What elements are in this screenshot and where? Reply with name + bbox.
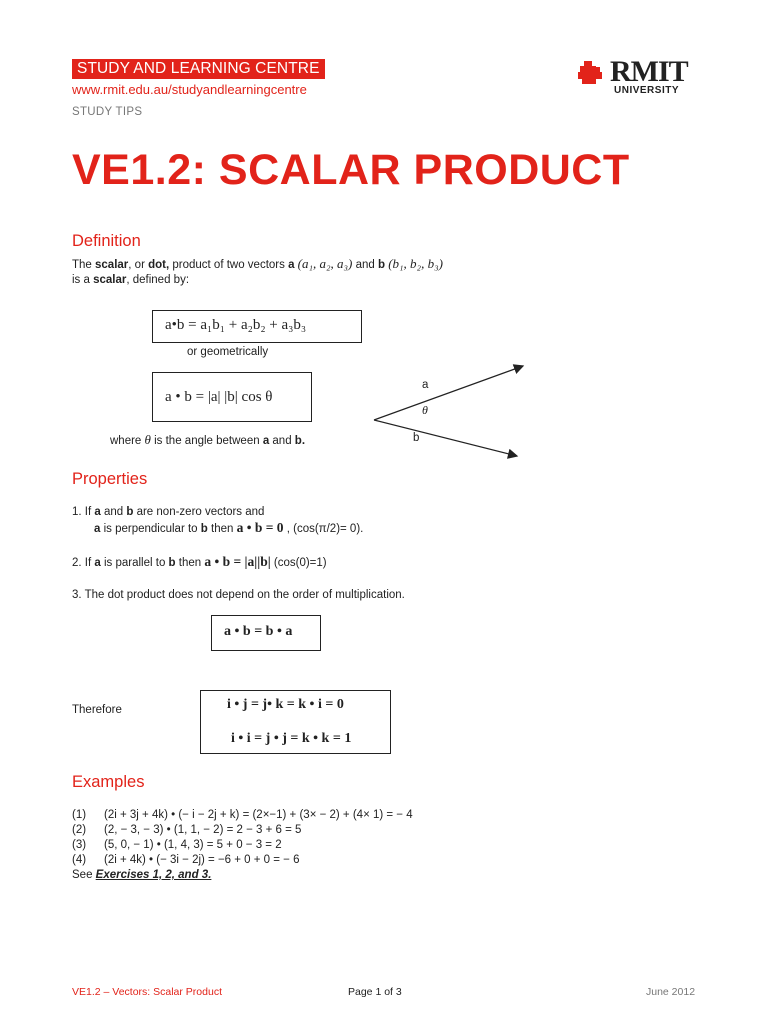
unit-vectors-unit-length: i • i = j • j = k • k = 1 [231,731,352,746]
text-run: then [207,523,237,535]
text-run: (cos(0)=1) [270,557,327,569]
vector-a: a [94,523,101,535]
example-text: (2i + 4k) • (− 3i − 2j) = −6 + 0 + 0 = − 6 [104,854,300,866]
exercises-link[interactable]: Exercises 1, 2, and 3. [95,869,212,881]
text-run: and [100,506,127,518]
text-run: then [175,557,205,569]
vector-b: b [168,557,176,569]
scalar-term: scalar [93,274,127,286]
diagram-label-b: b [413,432,420,444]
formula-geometric: a • b = |a| |b| cos θ [165,389,273,405]
perpendicular-formula: a • b = 0 [236,520,284,535]
example-text: (2i + 3j + 4k) • (− i − 2j + k) = (2×−1) + (3× − 2) + (4× 1) = − 4 [104,809,413,821]
text-run: is a [72,274,94,286]
text-run: , (cos(π/2)= 0). [283,523,364,535]
vector-a: a [94,557,101,569]
property-3: 3. The dot product does not depend on the order of multiplication. [72,589,405,601]
example-number: (1) [72,809,87,821]
examples-list [72,809,413,884]
rmit-pixel-icon [578,61,604,87]
text-run: , defined by: [126,274,190,286]
commutative-formula-box [211,615,321,651]
centre-banner: STUDY AND LEARNING CENTRE [72,59,325,79]
geometric-note: or geometrically [187,346,269,358]
list-item [72,824,413,839]
text-run: is perpendicular to [100,523,201,535]
list-item [72,839,413,854]
dot-term: dot, [148,259,170,271]
centre-url-link[interactable]: www.rmit.edu.au/studyandlearningcentre [72,82,307,97]
text-run: is the angle between [150,435,263,447]
unit-vectors-orthogonal: i • j = j• k = k • i = 0 [227,697,344,712]
property-1-line1 [72,506,264,518]
unit-vectors-box [200,690,391,754]
text-run: The [72,259,96,271]
vector-b: b [126,506,134,518]
see-exercises-line [72,869,413,884]
list-item [72,854,413,869]
text-run: product of two vectors [169,259,289,271]
formula-box-geometric [152,372,312,422]
properties-heading: Properties [72,470,148,488]
study-tips-label: STUDY TIPS [72,106,143,118]
list-item [72,809,413,824]
diagram-label-theta: θ [422,403,428,417]
rmit-logo [578,57,698,99]
example-number: (4) [72,854,87,866]
vector-b: b [200,523,208,535]
text-run: 2. If [72,557,95,569]
page-title: VE1.2: SCALAR PRODUCT [72,146,630,194]
text-run: 1. If [72,506,95,518]
text-run: is parallel to [100,557,169,569]
text-run: See [72,869,96,881]
vector-a: a [288,259,295,271]
vector-a: a [94,506,101,518]
example-text: (5, 0, − 1) • (1, 4, 3) = 5 + 0 − 3 = 2 [104,839,282,851]
commutative-formula: a • b = b • a [224,624,293,639]
property-1-line2 [94,520,363,536]
vector-b-components: (b₁, b₂, b₃) [388,256,443,271]
vector-b: b [377,259,385,271]
vector-b: b. [294,435,306,447]
definition-line1 [72,256,443,272]
where-line [110,432,305,448]
property-2 [72,554,327,570]
parallel-formula: a • b = |a||b| [204,554,271,569]
text-run: and [352,259,378,271]
footer-doc-title: VE1.2 – Vectors: Scalar Product [72,986,222,998]
example-number: (3) [72,839,87,851]
definition-heading: Definition [72,232,141,250]
vector-a-arrow [374,366,523,420]
definition-line2 [72,274,189,286]
diagram-label-a: a [422,379,429,391]
example-number: (2) [72,824,87,836]
scalar-term: scalar [95,259,129,271]
theta-symbol: θ [144,432,151,447]
formula-algebraic: a•b = a₁b₁ + a₂b₂ + a₃b₃ [165,317,307,333]
vector-a: a [262,435,270,447]
footer-page-number: Page 1 of 3 [348,986,402,998]
vector-b-arrow [374,420,517,456]
text-run: and [269,435,295,447]
rmit-logo-text: RMIT [610,55,688,88]
footer-date: June 2012 [646,986,696,998]
examples-heading: Examples [72,773,145,791]
therefore-label: Therefore [72,704,122,716]
example-text: (2, − 3, − 3) • (1, 1, − 2) = 2 − 3 + 6 = 5 [104,824,302,836]
text-run: are non-zero vectors and [133,506,265,518]
text-run: where [110,435,145,447]
vector-angle-diagram [370,360,530,460]
text-run: , or [128,259,149,271]
rmit-logo-subtext: UNIVERSITY [614,85,680,96]
formula-box-algebraic [152,310,362,343]
vector-a-components: (a₁, a₂, a₃) [297,256,353,271]
